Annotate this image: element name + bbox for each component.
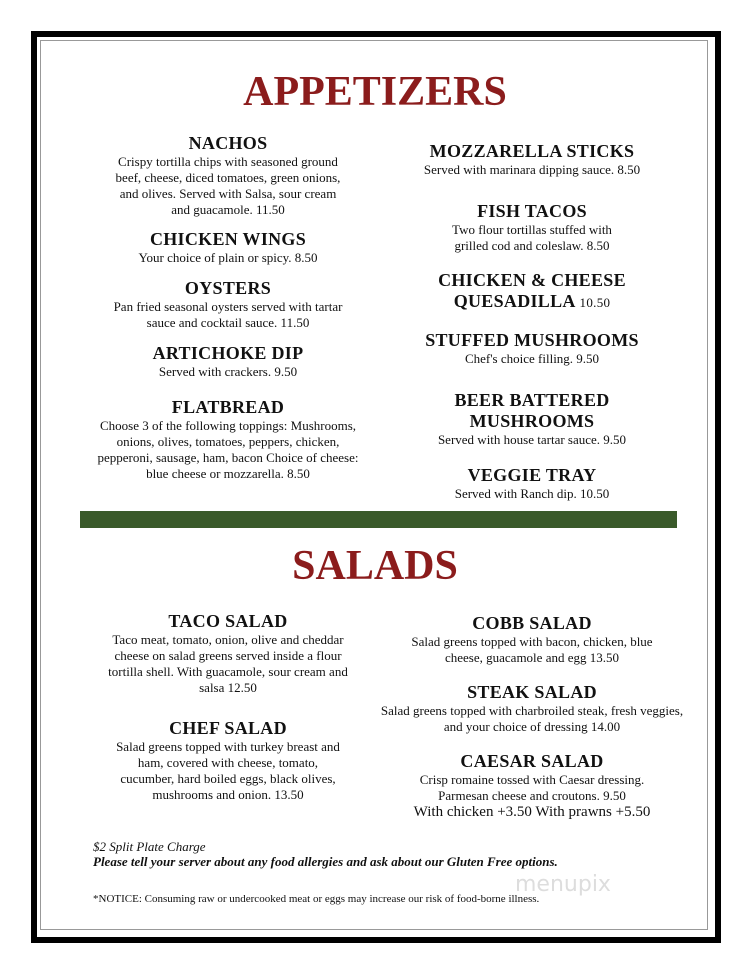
item-name: CAESAR SALAD <box>460 751 604 771</box>
item-desc: Two flour tortillas stuffed with grilled cod and coleslaw. 8.50 <box>452 222 612 253</box>
menu-item <box>382 682 682 735</box>
watermark: menupix <box>515 872 611 897</box>
item-desc: Salad greens topped with bacon, chicken, blue cheese, guacamole and egg 13.50 <box>411 634 653 665</box>
salads-heading: SALADS <box>292 543 458 589</box>
split-plate-note: $2 Split Plate Charge <box>93 839 206 854</box>
menu-item <box>382 751 682 820</box>
item-desc: Served with marinara dipping sauce. 8.50 <box>423 162 641 177</box>
menu-item <box>78 343 378 380</box>
menu-item <box>382 270 682 313</box>
item-name: FISH TACOS <box>477 201 587 221</box>
item-name: NACHOS <box>188 133 268 153</box>
item-desc: Chef's choice filling. 9.50 <box>464 351 600 366</box>
section-divider <box>80 511 677 528</box>
item-name: COBB SALAD <box>472 613 592 633</box>
menu-item <box>382 141 682 178</box>
menu-item <box>78 133 378 218</box>
item-desc: Salad greens topped with turkey breast and ham, covered with cheese, tomato, cucumber, hard boiled eggs, black olives, mushrooms and onion. 13.50 <box>116 739 340 802</box>
item-name: CHEF SALAD <box>169 718 287 738</box>
item-name-text: CHICKEN & CHEESE QUESADILLA <box>438 270 626 311</box>
item-desc: Crispy tortilla chips with seasoned ground beef, cheese, diced tomatoes, green onions, and olives. Served with Salsa, sour cream and guacamole. 11.50 <box>115 154 341 217</box>
item-desc: Served with crackers. 9.50 <box>158 364 298 379</box>
menu-item <box>78 278 378 331</box>
item-desc: Crisp romaine tossed with Caesar dressing. Parmesan cheese and croutons. 9.50 <box>419 772 645 803</box>
item-desc: Pan fried seasonal oysters served with tartar sauce and cocktail sauce. 11.50 <box>113 299 343 330</box>
item-desc: Salad greens topped with charbroiled steak, fresh veggies, and your choice of dressing 14.00 <box>380 703 684 734</box>
menu-item <box>78 229 378 266</box>
menu-item <box>382 201 682 254</box>
menu-item <box>382 330 682 367</box>
item-desc: Choose 3 of the following toppings: Mushrooms, onions, olives, tomatoes, peppers, chicken, pepperoni, sausage, ham, bacon Choice of cheese: blue cheese or mozzarella. 8.50 <box>97 418 359 481</box>
appetizers-heading: APPETIZERS <box>243 69 507 115</box>
menu-item <box>382 465 682 502</box>
item-name: ARTICHOKE DIP <box>152 343 304 363</box>
item-name: BEER BATTERED MUSHROOMS <box>454 390 610 431</box>
item-name: FLATBREAD <box>171 397 285 417</box>
menu-item <box>78 397 378 482</box>
menu-item <box>78 718 378 803</box>
item-desc: Served with house tartar sauce. 9.50 <box>437 432 627 447</box>
item-name: STEAK SALAD <box>467 682 597 702</box>
item-name: OYSTERS <box>184 278 272 298</box>
item-desc: Served with Ranch dip. 10.50 <box>454 486 610 501</box>
menu-item <box>78 611 378 696</box>
food-safety-notice: *NOTICE: Consuming raw or undercooked meat or eggs may increase our risk of food-borne illness. <box>93 893 540 905</box>
menu-item <box>382 613 682 666</box>
item-name: VEGGIE TRAY <box>467 465 597 485</box>
item-name: CHICKEN WINGS <box>149 229 307 249</box>
item-price: 10.50 <box>579 295 611 310</box>
allergy-note: Please tell your server about any food allergies and ask about our Gluten Free options. <box>93 854 558 869</box>
item-name: STUFFED MUSHROOMS <box>425 330 639 350</box>
item-name: TACO SALAD <box>168 611 288 631</box>
item-name: MOZZARELLA STICKS <box>429 141 635 161</box>
menu-item <box>382 390 682 448</box>
item-addons: With chicken +3.50 With prawns +5.50 <box>413 804 651 820</box>
item-desc: Taco meat, tomato, onion, olive and cheddar cheese on salad greens served inside a flour tortilla shell. With guacamole, sour cream and salsa 12.50 <box>108 632 348 695</box>
item-name <box>382 270 682 313</box>
item-desc: Your choice of plain or spicy. 8.50 <box>138 250 318 265</box>
